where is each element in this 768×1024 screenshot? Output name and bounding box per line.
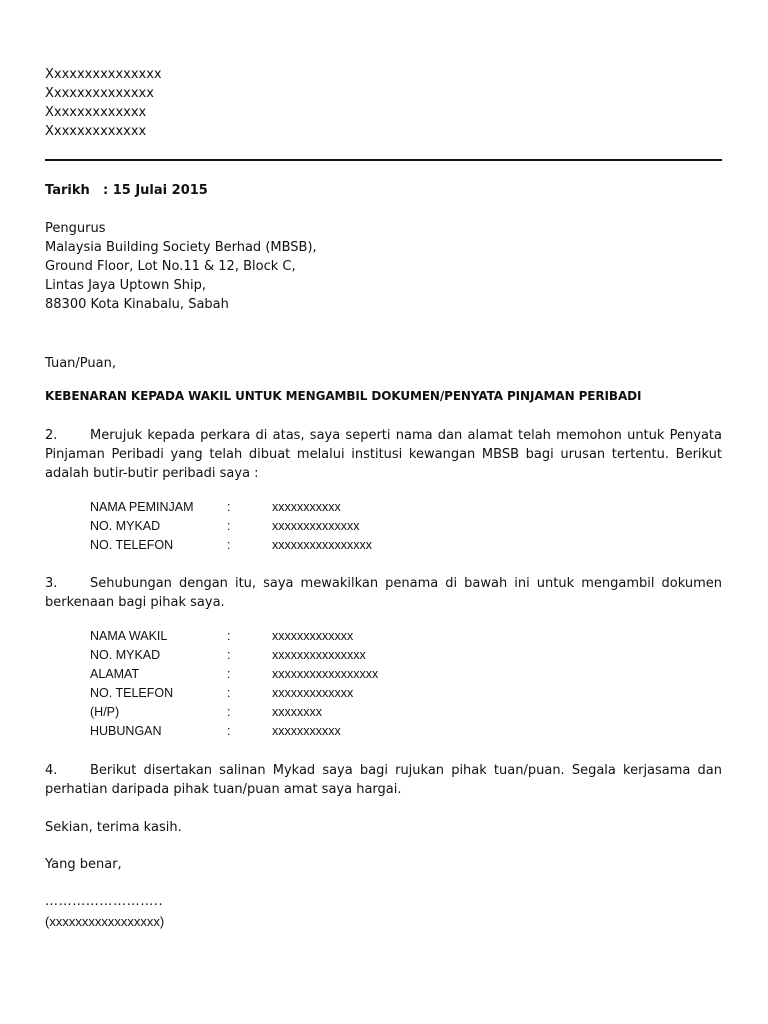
detail-row: [90, 722, 378, 741]
detail-value: xxxxxxxxxxxxx: [272, 629, 354, 643]
detail-row: [90, 665, 378, 684]
detail-separator: :: [227, 500, 231, 514]
recipient-address-line: Pengurus: [45, 221, 106, 236]
detail-separator: :: [227, 686, 231, 700]
detail-row: [90, 517, 372, 536]
paragraph-number: 2.: [45, 428, 58, 443]
detail-row: [90, 536, 372, 555]
detail-value: xxxxxxxxxxxxxx: [272, 519, 360, 533]
detail-row: [90, 646, 378, 665]
detail-separator: :: [227, 519, 231, 533]
detail-label: NAMA WAKIL: [90, 629, 168, 643]
paragraph-number: 3.: [45, 576, 58, 591]
recipient-address-line: 88300 Kota Kinabalu, Sabah: [45, 297, 229, 312]
detail-label: ALAMAT: [90, 667, 140, 681]
paragraph-text: Berikut disertakan salinan Mykad saya bagi rujukan pihak tuan/puan. Segala kerjasama dan perhatian daripada pihak tuan/puan amat saya hargai.: [45, 763, 722, 797]
date-label: Tarikh: [45, 183, 90, 198]
detail-separator: :: [227, 629, 231, 643]
paragraph-text: Sehubungan dengan itu, saya mewakilkan penama di bawah ini untuk mengambil dokumen berkenaan bagi pihak saya.: [45, 576, 722, 610]
detail-label: NO. MYKAD: [90, 519, 161, 533]
letter-subject: KEBENARAN KEPADA WAKIL UNTUK MENGAMBIL DOKUMEN/PENYATA PINJAMAN PERIBADI: [45, 389, 642, 403]
representative-details-table: [90, 627, 378, 741]
recipient-address: [45, 219, 317, 314]
detail-separator: :: [227, 648, 231, 662]
paragraph-4: [45, 761, 722, 799]
detail-separator: :: [227, 538, 231, 552]
detail-value: xxxxxxxxxxxxxxxxx: [272, 667, 379, 681]
paragraph-number: 4.: [45, 763, 58, 778]
recipient-address-line: Ground Floor, Lot No.11 & 12, Block C,: [45, 259, 296, 274]
detail-label: HUBUNGAN: [90, 724, 162, 738]
closing-remark: Sekian, terima kasih.: [45, 820, 182, 835]
detail-row: [90, 627, 378, 646]
detail-value: xxxxxxxxxxxxxxx: [272, 648, 366, 662]
sender-address-line: Xxxxxxxxxxxxx: [45, 124, 147, 139]
recipient-address-line: Lintas Jaya Uptown Ship,: [45, 278, 206, 293]
detail-row: [90, 498, 372, 517]
sender-address-line: Xxxxxxxxxxxxxxx: [45, 67, 162, 82]
detail-separator: :: [227, 724, 231, 738]
salutation: Tuan/Puan,: [45, 356, 116, 371]
borrower-details-table: [90, 498, 372, 555]
detail-row: [90, 684, 378, 703]
paragraph-text: Merujuk kepada perkara di atas, saya seperti nama dan alamat telah memohon untuk Penyata Pinjaman Peribadi yang telah dibuat melalui institusi kewangan MBSB bagi urusan tertentu. Berikut adalah butir-butir peribadi saya :: [45, 428, 722, 481]
date-value: : 15 Julai 2015: [103, 183, 208, 198]
signature-line: ……………………..: [45, 894, 164, 909]
detail-value: xxxxxxxx: [272, 705, 322, 719]
detail-separator: :: [227, 667, 231, 681]
detail-separator: :: [227, 705, 231, 719]
sender-address-line: Xxxxxxxxxxxxx: [45, 105, 147, 120]
letter-date: [45, 181, 208, 200]
detail-value: xxxxxxxxxxx: [272, 724, 341, 738]
detail-label: NAMA PEMINJAM: [90, 500, 194, 514]
detail-value: xxxxxxxxxxxxx: [272, 686, 354, 700]
header-divider: [45, 159, 722, 161]
detail-value: xxxxxxxxxxx: [272, 500, 341, 514]
detail-row: [90, 703, 378, 722]
detail-value: xxxxxxxxxxxxxxxx: [272, 538, 372, 552]
signature-name: (xxxxxxxxxxxxxxxxx): [45, 914, 165, 929]
detail-label: NO. TELEFON: [90, 538, 174, 552]
sender-address-line: Xxxxxxxxxxxxxx: [45, 86, 154, 101]
paragraph-3: [45, 574, 722, 612]
detail-label: (H/P): [90, 705, 120, 719]
recipient-address-line: Malaysia Building Society Berhad (MBSB),: [45, 240, 317, 255]
detail-label: NO. TELEFON: [90, 686, 174, 700]
detail-label: NO. MYKAD: [90, 648, 161, 662]
sender-address: [45, 65, 162, 141]
sign-off: Yang benar,: [45, 857, 122, 872]
paragraph-2: [45, 426, 722, 483]
